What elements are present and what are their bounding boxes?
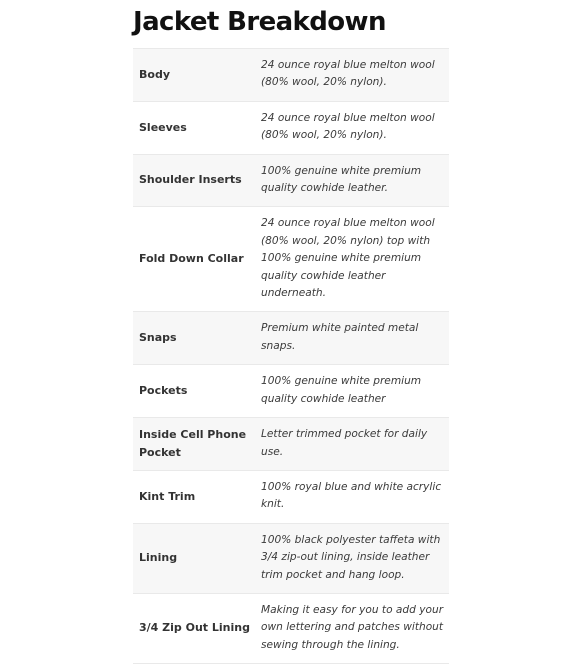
spec-value: 24 ounce royal blue melton wool (80% wool, 20% nylon) top with 100% genuine white premium quality cowhide leather underneath. (261, 217, 435, 300)
spec-value: Making it easy for you to add your own lettering and patches without sewing through the lining. (261, 603, 444, 651)
spec-value: 24 ounce royal blue melton wool (80% wool, 20% nylon). (261, 59, 435, 89)
table-row (133, 470, 449, 523)
spec-value: 100% genuine white premium quality cowhide leather. (261, 164, 422, 195)
table-row (133, 418, 449, 471)
table-row (133, 154, 449, 207)
table-row (133, 523, 449, 593)
page-title: Jacket Breakdown (133, 7, 386, 37)
spec-value: Letter trimmed pocket for daily use. (261, 428, 428, 458)
spec-value: Premium white painted metal snaps. (261, 322, 419, 352)
table-row (133, 312, 449, 365)
spec-value: 100% black polyester taffeta with 3/4 zip-out lining, inside leather trim pocket and hang loop. (261, 533, 441, 581)
spec-label: Shoulder Inserts (139, 173, 242, 187)
table-row (133, 207, 449, 312)
spec-label: Sleeves (139, 120, 187, 134)
spec-label: Kint Trim (139, 489, 196, 503)
spec-label: Body (139, 67, 170, 81)
spec-table (133, 48, 449, 664)
spec-label: 3/4 Zip Out Lining (139, 621, 250, 635)
spec-label: Inside Cell Phone Pocket (139, 428, 247, 459)
table-row (133, 365, 449, 418)
table-row (133, 101, 449, 154)
spec-label: Snaps (139, 331, 177, 345)
table-row (133, 49, 449, 102)
product-spec-section (133, 0, 449, 664)
spec-value: 24 ounce royal blue melton wool (80% wool, 20% nylon). (261, 111, 435, 142)
spec-value: 100% genuine white premium quality cowhide leather (261, 375, 422, 405)
spec-label: Pockets (139, 383, 188, 397)
spec-value: 100% royal blue and white acrylic knit. (261, 480, 442, 511)
table-row (133, 593, 449, 663)
spec-label: Lining (139, 551, 178, 565)
spec-label: Fold Down Collar (139, 252, 244, 266)
